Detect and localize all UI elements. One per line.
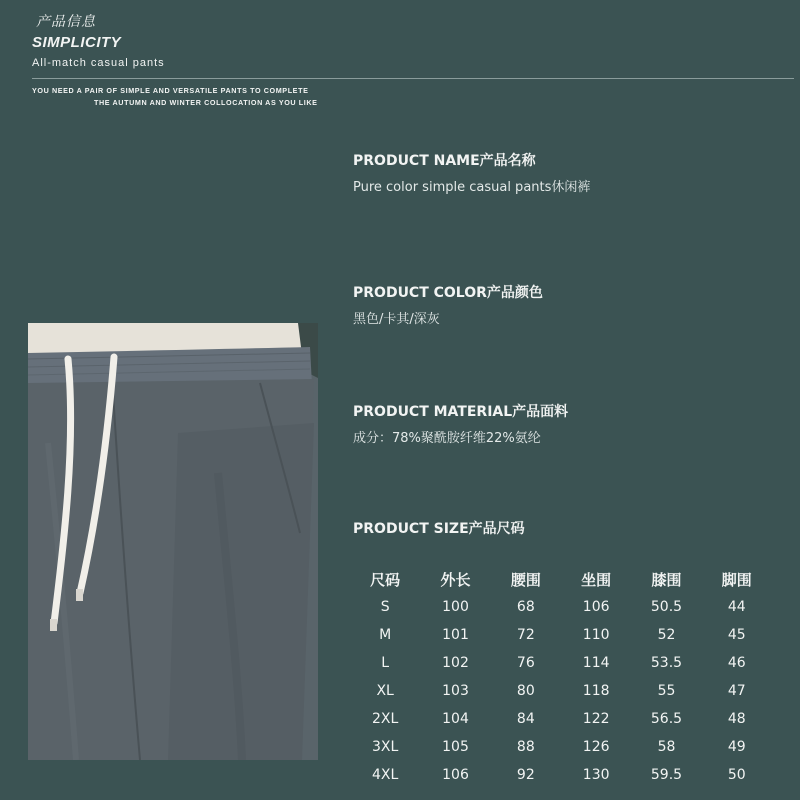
product-color-value: 黑色/卡其/深灰 (353, 312, 440, 327)
table-cell: 122 (582, 711, 610, 727)
table-cell: 102 (442, 655, 469, 671)
product-material-value: 成分：78%聚酰胺纤维22%氨纶 (353, 431, 541, 446)
table-cell: 80 (516, 683, 535, 699)
table-row (350, 733, 772, 761)
product-name-title: PRODUCT NAME产品名称 (353, 153, 536, 169)
table-cell: 58 (657, 739, 676, 755)
table-cell: 52 (657, 627, 676, 643)
table-cell: 4XL (372, 767, 399, 783)
table-cell: 50.5 (650, 599, 683, 615)
table-cell: 68 (516, 599, 535, 615)
size-table-header (350, 565, 772, 593)
table-cell: 56.5 (650, 711, 683, 727)
table-cell: 105 (442, 739, 469, 755)
pants-illustration (28, 323, 318, 760)
table-cell: 47 (727, 683, 746, 699)
header-cell: 尺码 (370, 570, 401, 589)
table-cell: L (381, 655, 390, 671)
table-cell: 46 (727, 655, 746, 671)
table-cell: 104 (442, 711, 469, 727)
product-color-title: PRODUCT COLOR产品颜色 (353, 285, 543, 301)
table-cell: 88 (516, 739, 535, 755)
header-subtitle: All-match casual pants (32, 57, 165, 69)
table-cell: 59.5 (650, 767, 683, 783)
header-cell: 膝围 (651, 570, 682, 589)
table-cell: 114 (582, 655, 610, 671)
table-cell: S (380, 599, 390, 615)
table-row (350, 705, 772, 733)
table-cell: 106 (582, 599, 610, 615)
header-cell: 脚围 (721, 570, 752, 589)
product-material-title: PRODUCT MATERIAL产品面料 (353, 404, 569, 420)
product-photo (28, 323, 318, 760)
table-cell: 2XL (372, 711, 399, 727)
table-cell: 130 (582, 767, 610, 783)
table-cell: 48 (727, 711, 746, 727)
table-cell: 126 (582, 739, 610, 755)
table-row (350, 677, 772, 705)
table-row (350, 621, 772, 649)
table-cell: 103 (442, 683, 469, 699)
table-row (350, 649, 772, 677)
table-row (350, 761, 772, 789)
table-cell: 106 (442, 767, 469, 783)
table-cell: 110 (582, 627, 610, 643)
header-cell: 外长 (440, 570, 471, 589)
table-cell: 101 (442, 627, 469, 643)
table-cell: 84 (516, 711, 535, 727)
table-row (350, 593, 772, 621)
table-cell: 49 (727, 739, 746, 755)
table-cell: 92 (516, 767, 535, 783)
table-cell: 118 (582, 683, 610, 699)
header-cell: 坐围 (581, 570, 612, 589)
table-cell: 44 (727, 599, 746, 615)
header-tagline-2: THE AUTUMN AND WINTER COLLOCATION AS YOU LIKE (94, 98, 318, 107)
product-name-value: Pure color simple casual pants休闲裤 (353, 180, 591, 195)
header-tagline-1: YOU NEED A PAIR OF SIMPLE AND VERSATILE PANTS TO COMPLETE (32, 86, 309, 95)
table-cell: 45 (727, 627, 746, 643)
table-cell: 100 (442, 599, 469, 615)
table-cell: XL (376, 683, 394, 699)
header-cell: 腰围 (510, 570, 541, 589)
header-divider (32, 78, 794, 79)
size-table (350, 565, 772, 789)
table-cell: 3XL (372, 739, 399, 755)
header-title-cn: 产品信息 (36, 14, 96, 30)
table-cell: 55 (657, 683, 676, 699)
table-cell: M (379, 627, 392, 643)
table-cell: 50 (727, 767, 746, 783)
product-size-title: PRODUCT SIZE产品尺码 (353, 521, 525, 537)
table-cell: 72 (516, 627, 535, 643)
table-cell: 53.5 (650, 655, 683, 671)
table-cell: 76 (516, 655, 535, 671)
header-title-en: SIMPLICITY (32, 34, 122, 51)
